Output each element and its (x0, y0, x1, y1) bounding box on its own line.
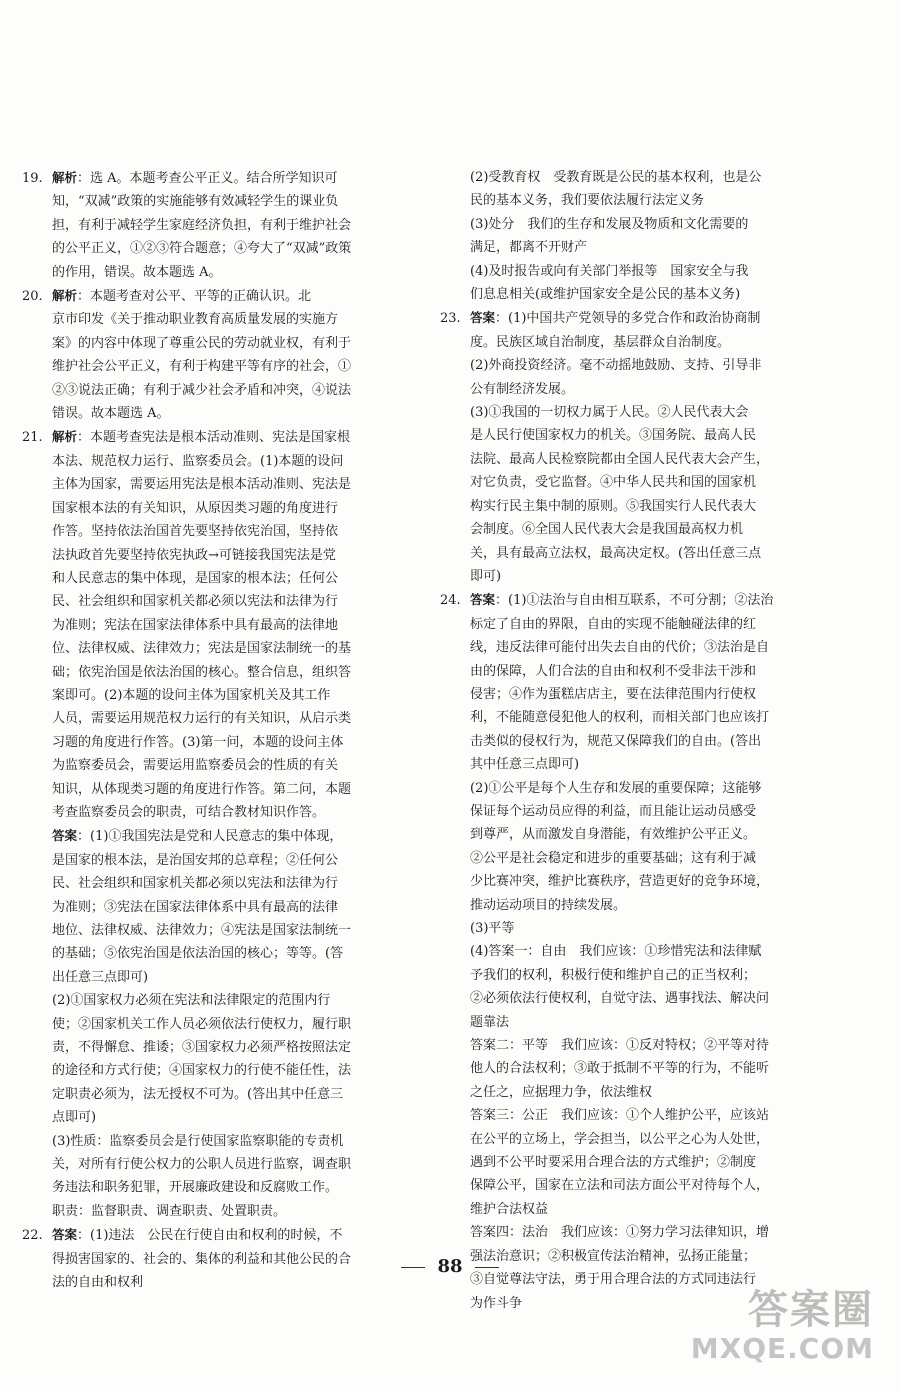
text-line: 强法治意识；②积极宣传法治精神，弘扬正能量； (470, 1248, 757, 1264)
text-line: 到尊严，从而激发自身潜能，有效维护公平正义。 (470, 827, 757, 843)
text-line: (2)①公平是每个人生存和发展的重要保障；这能够 (470, 780, 762, 796)
watermark-logo-text: 答案圈 (748, 1287, 874, 1333)
answer-label: 答案 (52, 1227, 78, 1243)
text-line: 推动运动项目的持续发展。 (470, 897, 627, 913)
text-line: 的公平正义，①②③符合题意；④夸大了“双减”政策 (52, 241, 352, 257)
text-line: 民、社会组织和国家机关都必须以宪法和法律为行 (52, 594, 339, 610)
text-line: 满足，都离不开财产 (470, 240, 588, 256)
watermark-url: MXQE.COM (690, 1332, 874, 1365)
text-line: 考查监察委员会的职责，可结合教材知识作答。 (52, 804, 326, 820)
text-line: 定职责必须为，法无授权不可为。(答出其中任意三 (52, 1086, 344, 1102)
text-line: (3)性质：监察委员会是行使国家监察职能的专责机 (52, 1133, 344, 1149)
text-line: 案》的内容中体现了尊重公民的劳动就业权，有利于 (52, 335, 352, 351)
text-line: 予我们的权利，积极行使和维护自己的正当权利； (470, 967, 757, 983)
text-line: 务违法和职务犯罪，开展廉政建设和反腐败工作。 (52, 1180, 339, 1196)
footer-dash-left (401, 1267, 425, 1268)
text-line: 为准则；③宪法在国家法律体系中具有最高的法律 (52, 899, 339, 915)
text-line: 和人民意志的集中体现，是国家的根本法；任何公 (52, 570, 339, 586)
text-line: 为作斗争 (470, 1295, 523, 1311)
text-line: 出任意三点即可) (52, 969, 149, 985)
question-20 (22, 284, 422, 425)
text-line: 础；依宪治国是依法治国的核心。整合信息，组织答 (52, 664, 352, 680)
text-line: 习题的角度进行作答。(3)第一问，本题的设问主体 (52, 734, 344, 750)
question-24 (440, 588, 876, 1315)
text-line: 答案三：公正 我们应该：①个人维护公平，应该站 (470, 1108, 770, 1124)
text-line: 错误。故本题选 A。 (52, 406, 170, 422)
text-line: 保障公平，国家在立法和司法方面公平对待每个人， (470, 1178, 770, 1194)
question-number: 19. (22, 171, 43, 186)
text-line: 地位、法律权威、法律效力；④宪法是国家法制统一 (52, 923, 352, 938)
text-line: (2)受教育权 受教育既是公民的基本权利，也是公 (470, 170, 762, 185)
text-line: 的作用，错误。故本题选 A。 (52, 264, 222, 280)
text-line: 的途径和方式行使；④国家权力的行使不能任性，法 (52, 1063, 352, 1079)
text-line: ：(1)违法 公民在行使自由和权利的时候，不 (77, 1228, 343, 1244)
right-column (440, 166, 876, 1315)
text-line: (4)答案一：自由 我们应该：①珍惜宪法和法律赋 (470, 944, 762, 960)
text-line: ：本题考查宪法是根本活动准则、宪法是国家根 (77, 430, 351, 446)
text-line: 关，具有最高立法权，最高决定权。(答出任意三点 (470, 545, 762, 561)
question-21 (22, 425, 422, 1223)
question-number: 21. (22, 430, 43, 446)
text-line: 少比赛冲突，维护比赛秩序，营造更好的竞争环境， (470, 874, 770, 890)
text-line: 位、法律权威、法律效力；宪法是国家法制统一的基 (52, 641, 352, 657)
text-line: 的基础；⑤依宪治国是依法治国的核心；等等。(答 (52, 946, 344, 962)
text-line: (2)①国家权力必须在宪法和法律限定的范围内行 (52, 993, 331, 1009)
text-line: 在公平的立场上，学会担当，以公平之心为人处世， (470, 1131, 770, 1147)
text-line: 构实行民主集中制的原则。⑤我国实行人民代表大 (470, 498, 757, 514)
text-line: ：选 A。本题考查公平正义。结合所学知识可 (77, 171, 338, 186)
question-number: 24. (440, 593, 461, 609)
text-line: 题靠法 (470, 1014, 510, 1030)
text-line: 是国家的根本法，是治国安邦的总章程；②任何公 (52, 852, 339, 868)
text-line: 知识，从体现类习题的角度进行作答。第二问，本题 (52, 781, 352, 797)
analysis-label: 解析 (52, 170, 78, 185)
site-watermark (692, 1278, 882, 1374)
text-line: 即可) (470, 568, 502, 584)
text-line: 们息息相关(或维护国家安全是公民的基本义务) (470, 287, 741, 303)
question-number: 23. (440, 311, 461, 327)
text-line: 民的基本义务，我们要依法履行法定义务 (470, 193, 705, 209)
text-line: 遇到不公平时要采用合理合法的方式维护；②制度 (470, 1155, 757, 1171)
text-line: 使；②国家机关工作人员必须依法行使权力，履行职 (52, 1016, 352, 1032)
text-line: 为准则；宪法在国家法律体系中具有最高的法律地 (52, 617, 339, 633)
text-line: 案即可。(2)本题的设问主体为国家机关及其工作 (52, 687, 331, 703)
text-line: 维护合法权益 (470, 1201, 549, 1217)
answer-label: 答案 (52, 828, 78, 844)
text-line: 会制度。⑥全国人民代表大会是我国最高权力机 (470, 522, 744, 538)
analysis-label: 解析 (52, 288, 78, 304)
text-line: 知，“双减”政策的实施能够有效减轻学生的课业负 (52, 194, 339, 210)
answer-label: 答案 (470, 592, 496, 608)
text-line: ③自觉尊法守法，勇于用合理合法的方式同违法行 (470, 1272, 757, 1288)
text-line: 度。民族区域自治制度，基层群众自治制度。 (470, 334, 731, 350)
text-line: 人员，需要运用规范权力运行的有关知识，从启示类 (52, 711, 352, 727)
footer-dash-right (475, 1267, 499, 1268)
text-line: 对它负责，受它监督。④中华人民共和国的国家机 (470, 475, 757, 491)
text-line: 担，有利于减轻学生家庭经济负担，有利于维护社会 (52, 217, 352, 233)
text-line: 公有制经济发展。 (470, 381, 575, 397)
text-line: 京市印发《关于推动职业教育高质量发展的实施方 (52, 312, 339, 328)
text-line: 主体为国家，需要运用宪法是根本活动准则、宪法是 (52, 477, 352, 493)
text-line: 击类似的侵权行为，规范又保障我们的自由。(答出 (470, 733, 762, 749)
text-line: 点即可) (52, 1110, 97, 1126)
text-line: 法的自由和权利 (52, 1275, 144, 1291)
page-number: 88 (437, 1256, 463, 1277)
question-19 (22, 166, 422, 284)
text-line: 作答。坚持依法治国首先要坚持依宪治国，坚持依 (52, 524, 339, 540)
text-line: 是人民行使国家权力的机关。③国务院、最高人民 (470, 428, 757, 444)
answer-label: 答案 (470, 310, 496, 326)
text-line: (3)处分 我们的生存和发展及物质和文化需要的 (470, 216, 749, 232)
text-line: (3)①我国的一切权力属于人民。②人民代表大会 (470, 405, 749, 421)
text-line: ：(1)中国共产党领导的多党合作和政治协商制 (495, 311, 761, 327)
text-line: (3)平等 (470, 921, 515, 936)
text-line: (2)外商投资经济。毫不动摇地鼓励、支持、引导非 (470, 358, 762, 374)
text-line: 民、社会组织和国家机关都必须以宪法和法律为行 (52, 876, 339, 892)
text-line: 侵害；④作为蛋糕店店主，要在法律范围内行使权 (470, 686, 757, 702)
text-line: 保证每个运动员应得的利益，而且能让运动员感受 (470, 803, 757, 819)
text-line: 利，不能随意侵犯他人的权利，而相关部门也应该打 (470, 710, 770, 726)
left-column (22, 166, 422, 1295)
text-line: 之任之，应据理力争，依法维权 (470, 1084, 653, 1100)
question-number: 22. (22, 1228, 43, 1244)
text-line: 答案四：法治 我们应该：①努力学习法律知识，增 (470, 1225, 770, 1241)
text-line: 职责：监督职责、调查职责、处置职责。 (52, 1203, 287, 1219)
text-line: 本法、规范权力运行、监察委员会。(1)本题的设问 (52, 453, 344, 469)
text-line: 责，不得懈怠、推诿；③国家权力必须严格按照法定 (52, 1040, 352, 1056)
text-line: 维护社会公平正义，有利于构建平等有序的社会，① (52, 359, 352, 375)
text-line: (4)及时报告或向有关部门举报等 国家安全与我 (470, 263, 749, 279)
text-line: 由的保障，人们合法的自由和权利不受非法干涉和 (470, 663, 757, 679)
text-line: 答案二：平等 我们应该：①反对特权；②平等对待 (470, 1038, 770, 1054)
text-line: ②公平是社会稳定和进步的重要基础；这有利于减 (470, 850, 757, 866)
text-line: ②必须依法行使权利，自觉守法、遇事找法、解决问 (470, 991, 770, 1007)
text-line: 国家根本法的有关知识，从原因类习题的角度进行 (52, 500, 339, 516)
text-line: ：本题考查对公平、平等的正确认识。北 (77, 289, 312, 305)
question-number: 20. (22, 289, 43, 305)
text-line: 法院、最高人民检察院都由全国人民代表大会产生， (470, 451, 770, 467)
text-line: ：(1)①我国宪法是党和人民意志的集中体现， (77, 829, 343, 845)
page-footer (0, 1256, 900, 1277)
question-22-continued (440, 166, 876, 306)
text-line: 标定了自由的界限，自由的实现不能触碰法律的红 (470, 616, 757, 632)
text-line: 得损害国家的、社会的、集体的利益和其他公民的合 (52, 1251, 352, 1267)
question-23 (440, 306, 876, 588)
text-line: 他人的合法权利；③敢于抵制不平等的行为，不能听 (470, 1061, 770, 1077)
text-line: 为监察委员会，需要运用监察委员会的性质的有关 (52, 758, 339, 774)
text-line: ②③说法正确；有利于减少社会矛盾和冲突，④说法 (52, 382, 352, 398)
text-line: ：(1)①法治与自由相互联系，不可分割；②法治 (495, 593, 774, 609)
text-line: 关，对所有行使公权力的公职人员进行监察，调查职 (52, 1157, 352, 1173)
text-line: 其中任意三点即可) (470, 757, 580, 773)
text-line: 线，违反法律可能付出失去自由的代价；③法治是自 (470, 640, 770, 656)
analysis-label: 解析 (52, 429, 78, 445)
text-line: 法执政首先要坚持依宪执政→可链接我国宪法是党 (52, 547, 336, 563)
